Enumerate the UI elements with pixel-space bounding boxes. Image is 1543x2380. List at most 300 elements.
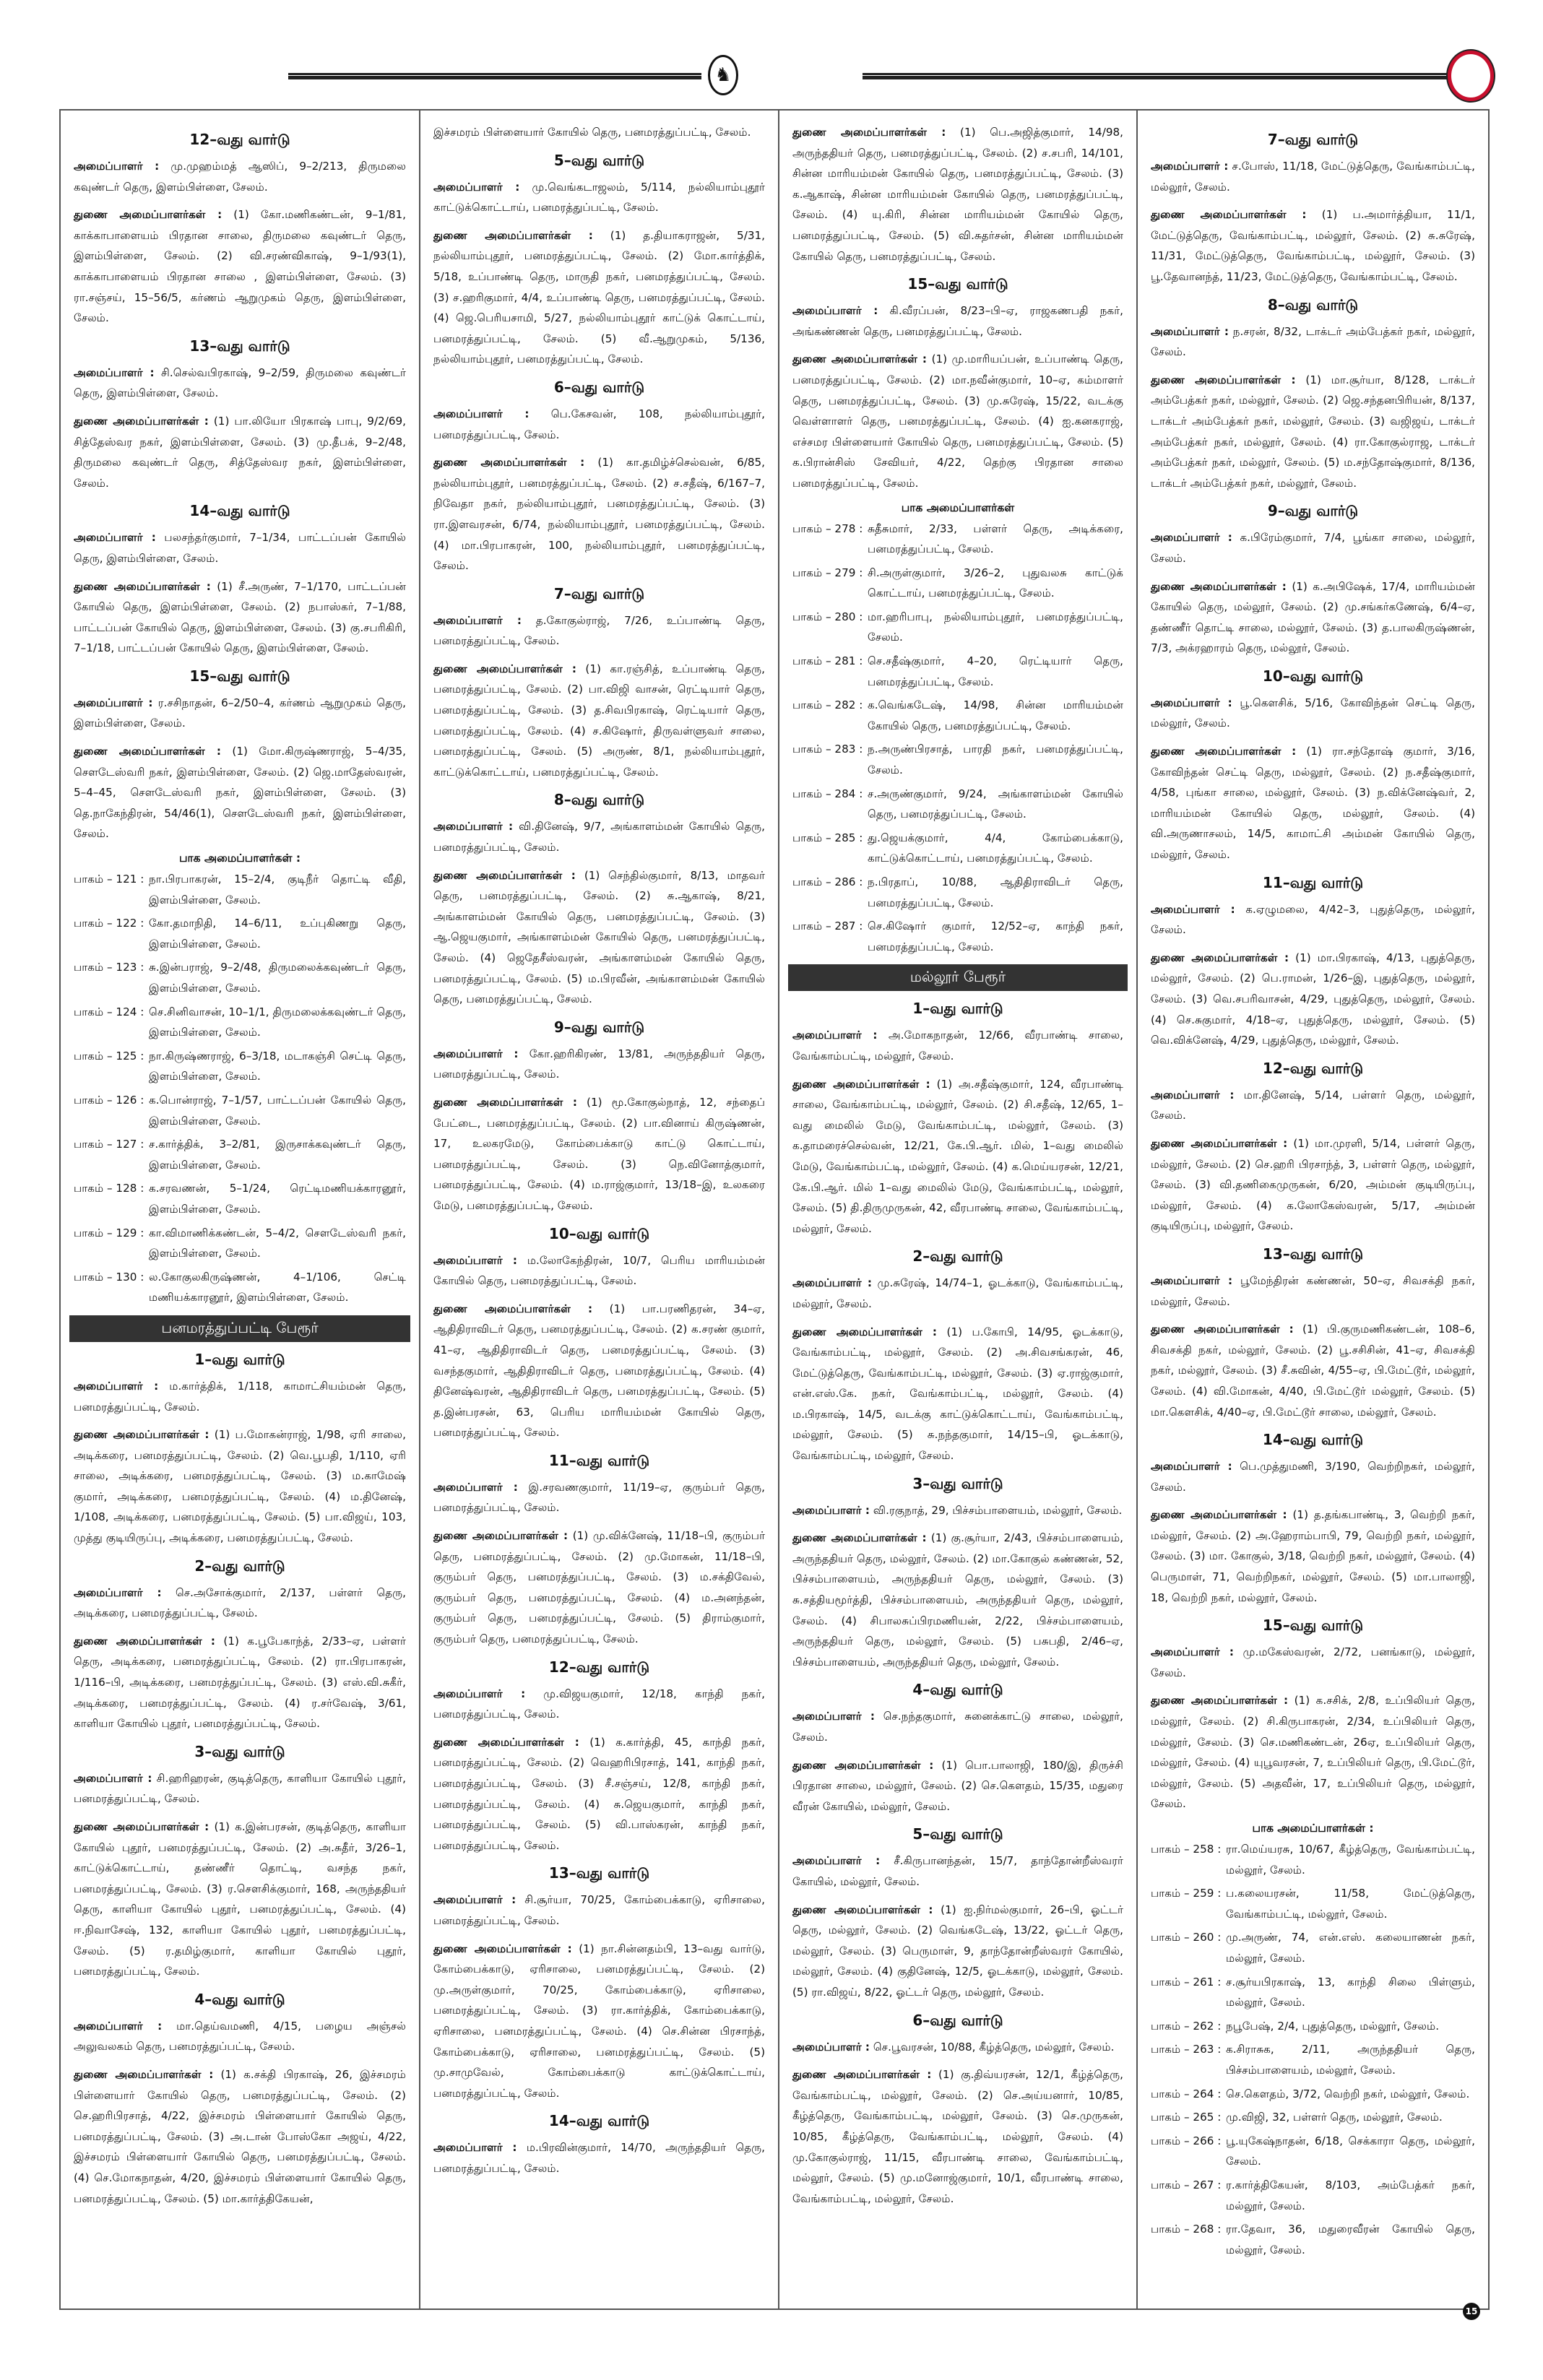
appointee-entry: [433, 122, 765, 143]
role-label: அமைப்பாளர் :: [433, 180, 520, 194]
appointee-entry: [792, 300, 1123, 342]
entry-text: செ.அசோக்குமார், 2/137, பள்ளர் தெரு, அடிக்கரை, பனமரத்துப்பட்டி, சேலம்.: [74, 1585, 407, 1620]
role-label: துணை அமைப்பாளர்கள் :: [74, 579, 211, 593]
role-label: துணை அமைப்பாளர்கள் :: [1151, 1136, 1288, 1150]
appointee-entry: [433, 1526, 765, 1650]
booth-entry: [792, 739, 1123, 780]
role-label: அமைப்பாளர் :: [1151, 531, 1232, 545]
role-label: அமைப்பாளர் :: [792, 304, 878, 318]
ward-heading: 4–வது வார்டு: [194, 1990, 285, 2008]
booth-text: செ.கிஷோர் குமார், 12/52–ஏ, காந்தி நகர், பனமரத்துப்பட்டி, சேலம்.: [868, 919, 1123, 953]
booth-entry: [1151, 1972, 1475, 2013]
role-label: அமைப்பாளர் :: [74, 696, 153, 709]
booth-entry: [1151, 2107, 1475, 2128]
appointee-entry: [433, 452, 765, 576]
role-label: துணை அமைப்பாளர்கள் :: [1151, 1323, 1294, 1336]
appointee-entry: [433, 659, 765, 783]
role-label: அமைப்பாளர் :: [792, 1854, 881, 1868]
booth-entry: [74, 1178, 406, 1219]
appointee-entry: [433, 816, 765, 857]
role-label: துணை அமைப்பாளர்கள் :: [1151, 1694, 1289, 1708]
section-banner: பனமரத்துப்பட்டி பேரூர்: [69, 1315, 410, 1342]
role-label: துணை அமைப்பாளர்கள் :: [74, 1634, 215, 1648]
booth-entry: [74, 957, 406, 998]
ward-heading: 7–வது வார்டு: [1267, 131, 1359, 148]
booth-entry: [74, 1046, 406, 1087]
booth-text: செ.சினிவாசன், 10–1/1, திருமலைக்கவுண்டர் தெரு, இளம்பிள்ளை, சேலம்.: [149, 1005, 406, 1039]
booth-text: து.ஜெயக்குமார், 4/4, கோம்பைக்காடு, காட்டுக்கொட்டாய், பனமரத்துப்பட்டி, சேலம்.: [868, 831, 1123, 865]
booth-entry: [74, 1267, 406, 1308]
appointee-entry: [433, 1732, 765, 1856]
role-label: துணை அமைப்பாளர்கள் :: [1151, 373, 1296, 386]
appointee-entry: [792, 1074, 1123, 1239]
entry-text: (1) நா.சின்னதம்பி, 13–வது வார்டு, கோம்பைக்காடு, ஏரிசாலை, பனமரத்துப்பட்டி, சேலம். (2) மு.அருள்குமார், 70/25, கோம்பைக்காடு, ஏரிசாலை, பனமரத்துப்பட்டி, சேலம். (3) ரா.கார்த்திக், கோம்பைக்காடு, ஏரிசாலை, பனமரத்துப்பட்டி, சேலம். (4) செ.சின்ன பிரசாந்த், கோம்பைக்காடு, ஏரிசாலை, பனமரத்துப்பட்டி, சேலம். (5) மு.சாமுவேல், கோம்பைக்காடு காட்டுக்கொட்டாய், பனமரத்துப்பட்டி, சேலம்.: [433, 1942, 766, 2100]
role-label: அமைப்பாளர் :: [1151, 902, 1235, 916]
booth-text: பூ.யுகேஷ்நாதன், 6/18, செக்காரா தெரு, மல்லூர், சேலம்.: [1226, 2134, 1475, 2168]
entry-text: ம.கார்த்திக், 1/118, காமாட்சியம்மன் தெரு, பனமரத்துப்பட்டி, சேலம்.: [74, 1379, 407, 1414]
role-label: துணை அமைப்பாளர்கள் :: [433, 1942, 572, 1955]
appointee-entry: [1151, 1133, 1475, 1237]
booth-label: பாகம் – 260 :: [1151, 1931, 1222, 1944]
entry-text: ந.சரன், 8/32, டாக்டர் அம்பேத்கர் நகர், மல்லூர், சேலம்.: [1151, 324, 1475, 359]
entry-text: (1) மு.விக்னேஷ், 11/18–பி, குரும்பர் தெரு, பனமரத்துப்பட்டி, சேலம். (2) மு.மோகன், 11/18–பி, குரும்பர் தெரு, பனமரத்துப்பட்டி, சேலம். (3) ம.சக்திவேல், குரும்பர் தெரு, பனமரத்துப்பட்டி, சேலம். (4) ம.அனந்தன், குரும்பர் தெரு, பனமரத்துப்பட்டி, சேலம். (5) திராம்குமார், குரும்பர் தெரு, பனமரத்துப்பட்டி, சேலம்.: [433, 1529, 766, 1646]
entry-text: பெ.முத்துமணி, 3/190, வெற்றிநகர், மல்லூர், சேலம்.: [1151, 1460, 1476, 1494]
appointee-entry: [74, 1631, 406, 1734]
column-2: [420, 111, 779, 2308]
appointee-entry: [74, 411, 406, 493]
entry-text: (1) க.சக்தி பிரகாஷ், 26, இச்சமரம் பிள்ளையார் கோயில் தெரு, பனமரத்துப்பட்டி, சேலம். (2) செ.ஹரிபிரசாத், 4/22, இச்சமரம் பிள்ளையார் கோயில் தெரு, பனமரத்துப்பட்டி, சேலம். (3) அ.டான் போஸ்கோ அஜய், 4/22, இச்சமரம் பிள்ளையார் கோயில் தெரு, பனமரத்துப்பட்டி, சேலம். (4) செ.மோகநாதன், 4/20, இச்சமரம் பிள்ளையார் கோயில் தெரு, பனமரத்துப்பட்டி, சேலம். (5) மா.கார்த்திகேயன்,: [74, 2067, 407, 2205]
booth-text: மு.அருண், 74, என்.எஸ். கலையாணன் நகர், மல்லூர், சேலம்.: [1226, 1931, 1475, 1965]
entry-text: ம.பிரவின்குமார், 14/70, அருந்ததியர் தெரு, பனமரத்துப்பட்டி, சேலம்.: [433, 2141, 766, 2175]
booth-label: பாகம் – 129 :: [74, 1226, 144, 1239]
appointee-entry: [74, 156, 406, 197]
appointee-entry: [74, 2016, 406, 2057]
role-label: துணை அமைப்பாளர்கள் :: [1151, 745, 1297, 758]
booth-entry: [792, 563, 1123, 604]
booth-label: பாகம் – 282 :: [792, 698, 863, 712]
role-label: துணை அமைப்பாளர்கள் :: [433, 662, 576, 675]
entry-text: க.பிரேம்குமார், 7/4, பூங்கா சாலை, மல்லூர், சேலம்.: [1151, 531, 1475, 565]
red-ring-icon: [1448, 51, 1494, 101]
booth-label: பாகம் – 128 :: [74, 1182, 144, 1195]
booth-entry: [74, 913, 406, 954]
appointee-entry: [1151, 527, 1475, 568]
booth-text: சு.இன்பராஜ், 9–2/48, திருமலைக்கவுண்டர் தெரு, இளம்பிள்ளை, சேலம்.: [149, 961, 406, 995]
ward-heading: 14–வது வார்டு: [548, 2112, 650, 2130]
article-frame: [59, 109, 1490, 2310]
ward-heading: 15–வது வார்டு: [189, 667, 290, 685]
section-banner: மல்லூர் பேரூர்: [788, 964, 1128, 991]
booth-label: பாகம் – 262 :: [1151, 2019, 1222, 2033]
booth-text: க.பொன்ராஜ், 7–1/57, பாட்டப்பன் கோயில் தெரு, இளம்பிள்ளை, சேலம்.: [149, 1093, 406, 1128]
booth-text: ல.கோகுலகிருஷ்ணன், 4–1/106, செட்டி மணியக்காரனூர், இளம்பிள்ளை, சேலம்.: [149, 1270, 406, 1304]
booth-label: பாகம் – 261 :: [1151, 1975, 1222, 1989]
booth-text: சி.அருள்குமார், 3/26–2, புதுவலசு காட்டுக் கொட்டாய், பனமரத்துப்பட்டி, சேலம்.: [868, 566, 1123, 600]
subheading: பாக அமைப்பாளர்கள் :: [1252, 1822, 1374, 1835]
entry-text: ச.போஸ், 11/18, மேட்டுத்தெரு, வேங்காம்பட்டி, மல்லூர், சேலம்.: [1151, 160, 1475, 194]
role-label: துணை அமைப்பாளர்கள் :: [74, 745, 221, 758]
role-label: துணை அமைப்பாளர்கள் :: [1151, 1508, 1287, 1522]
entry-text: (1) த.தியாகராஜன், 5/31, நல்லியாம்புதூர், பனமரத்துப்பட்டி, சேலம். (2) மோ.கார்த்திக், 5/18, உப்பாண்டி தெரு, மாருதி நகர், பனமரத்துப்பட்டி, சேலம். (3) ச.ஹரிகுமார், 4/4, உப்பாண்டி தெரு, பனமரத்துப்பட்டி, சேலம். (4) ஜெ.பெரியசாமி, 5/27, நல்லியாம்புதூர் காட்டுக் கொட்டாய், பனமரத்துப்பட்டி, சேலம். (5) வீ.ஆறுமுகம், 5/136, நல்லியாம்புதூர், பனமரத்துப்பட்டி, சேலம்.: [433, 228, 765, 366]
booth-label: பாகம் – 278 :: [792, 522, 863, 535]
appointee-entry: [74, 1817, 406, 1982]
appointee-entry: [433, 865, 765, 1010]
role-label: அமைப்பாளர் :: [792, 1029, 878, 1042]
entry-text: (1) அ.சதீஷ்குமார், 124, வீரபாண்டி சாலை, வேங்காம்பட்டி, மல்லூர், சேலம். (2) சி.சதீஷ், 12/65, 1–வது மைலில் மேடு, வேங்காம்பட்டி, மல்லூர், சேலம். (3) க.தாமரைச்செல்வன், 12/21, கே.பி.ஆர். மில், 1–வது மைலில் மேடு, வேங்காம்பட்டி, மல்லூர், சேலம். (4) க.மெய்யரசன், 12/21, கே.பி.ஆர். மில் 1–வது மைலில் மேடு, வேங்காம்பட்டி, மல்லூர், சேலம். (5) தி.திருமுருகன், 42, வீரபாண்டி சாலை, வேங்காம்பட்டி, மல்லூர், சேலம்.: [792, 1077, 1123, 1235]
entry-text: ர.சசிநாதன், 6–2/50–4, கர்ணம் ஆறுமுகம் தெரு, இளம்பிள்ளை, சேலம்.: [74, 696, 407, 730]
booth-label: பாகம் – 284 :: [792, 787, 863, 800]
role-label: துணை அமைப்பாளர்கள் :: [792, 1531, 927, 1545]
entry-text: (1) மூ.கோகுல்நாத், 12, சந்தைப் பேட்டை, பனமரத்துப்பட்டி, சேலம். (2) பா.வினாய் கிருஷ்ணன், 17, உலகரமேடு, கோம்பைக்காடு காட்டு கொட்டாய், பனமரத்துப்பட்டி, சேலம். (3) நெ.வினோத்குமார், பனமரத்துப்பட்டி, சேலம். (4) ம.ராஜ்குமார், 13/18–இ, உலகரை மேடு, பனமரத்துப்பட்டி, சேலம்.: [433, 1095, 765, 1212]
booth-label: பாகம் – 268 :: [1151, 2223, 1222, 2236]
appointee-entry: [1151, 321, 1475, 363]
appointee-entry: [433, 225, 765, 370]
booth-text: நா.பிரபாகரன், 15–2/4, குடிநீர் தொட்டி வீதி, இளம்பிள்ளை, சேலம்.: [149, 873, 406, 906]
appointee-entry: [433, 1684, 765, 1725]
appointee-entry: [1151, 693, 1475, 734]
appointee-entry: [1151, 741, 1475, 865]
appointee-entry: [792, 1706, 1123, 1747]
entry-text: பூமேந்திரன் கண்ணன், 50–ஏ, சிவசக்தி நகர், மல்லூர், சேலம்.: [1151, 1273, 1476, 1308]
entry-text: வி.ரகுநாத், 29, பிச்சம்பாளையம், மல்லூர், சேலம்.: [873, 1503, 1123, 1517]
booth-text: ச.அருண்குமார், 9/24, அங்காளம்மன் கோயில் தெரு, பனமரத்துப்பட்டி, சேலம்.: [868, 787, 1123, 821]
role-label: அமைப்பாளர் :: [433, 2141, 517, 2155]
role-label: அமைப்பாளர் :: [433, 1253, 517, 1267]
booth-entry: [1151, 2016, 1475, 2037]
role-label: துணை அமைப்பாளர்கள் :: [74, 208, 222, 222]
appointee-entry: [74, 1424, 406, 1549]
role-label: துணை அமைப்பாளர்கள் :: [433, 1095, 577, 1109]
role-label: அமைப்பாளர் :: [433, 1480, 518, 1494]
ward-heading: 12–வது வார்டு: [548, 1658, 650, 1676]
entry-text: (1) ஐ.நிர்மல்குமார், 26–பி, ஓட்டர் தெரு, மல்லூர், சேலம். (2) வெங்கடேஷ், 13/22, ஓட்டர் தெரு, மல்லூர், சேலம். (3) பெருமாள், 9, தாந்தோன்றீஸ்வரர் கோயில், மல்லூர், சேலம். (4) குதினேஷ், 12/5, ஓடக்காடு, மல்லூர், சேலம். (5) ரா.விஜய், 8/22, ஓட்டர் தெரு, மல்லூர், சேலம்.: [792, 1903, 1123, 1999]
entry-text: பலசந்தர்குமார், 7–1/34, பாட்டப்பன் கோயில் தெரு, இளம்பிள்ளை, சேலம்.: [74, 531, 406, 565]
appointee-entry: [792, 2064, 1123, 2209]
ward-heading: 1–வது வார்டு: [194, 1350, 285, 1368]
entry-text: (1) மா.முரளி, 5/14, பள்ளர் தெரு, மல்லூர், சேலம். (2) செ.ஹரி பிரசாந்த், 3, பள்ளர் தெரு, மல்லூர், சேலம். (3) வி.தணிகைமுருகன், 6/20, அம்மன் குடியிருப்பு, மல்லூர், சேலம். (4) க.லோகேஸ்வரன், 5/17, அம்மன் குடியிருப்பு, மல்லூர், சேலம்.: [1151, 1136, 1476, 1233]
role-label: துணை அமைப்பாளர்கள் :: [1151, 951, 1289, 964]
booth-text: ந.பிரதாப், 10/88, ஆதிதிராவிடர் தெரு, பனமரத்துப்பட்டி, சேலம்.: [868, 875, 1123, 909]
booth-text: க.சிராசுக, 2/11, அருந்ததியர் தெரு, பிச்சம்பாளையம், மல்லூர், சேலம்.: [1226, 2043, 1475, 2077]
appointee-entry: [433, 2137, 765, 2178]
booth-text: கோ.தமாநிதி, 14–6/11, உப்புகிணறு தெரு, இளம்பிள்ளை, சேலம்.: [149, 917, 406, 951]
ward-heading: 1–வது வார்டு: [912, 1000, 1003, 1018]
role-label: துணை அமைப்பாளர்கள் :: [792, 1903, 933, 1916]
booth-text: செ.கௌதம், 3/72, வெற்றி நகர், மல்லூர், சேலம்.: [1226, 2087, 1470, 2100]
booth-entry: [1151, 2175, 1475, 2216]
column-4: [1138, 111, 1488, 2308]
booth-entry: [792, 828, 1123, 869]
booth-label: பாகம் – 122 :: [74, 917, 144, 930]
booth-label: பாகம் – 285 :: [792, 831, 863, 844]
ward-heading: 2–வது வார்டு: [912, 1247, 1003, 1265]
entry-text: (1) மா.சூர்யா, 8/128, டாக்டர் அம்பேத்கர் நகர், மல்லூர், சேலம். (2) ஜெ.சந்தனபிரியன், 8/137, டாக்டர் அம்பேத்கர் நகர், மல்லூர், சேலம். (3) வஜிஜய், டாக்டர் அம்பேத்கர் நகர், மல்லூர், சேலம். (4) ரா.கோகுல்ராஜ, டாக்டர் அம்பேத்கர் நகர், மல்லூர், சேலம். (5) ம.சந்தோஷ்குமார், 8/136, டாக்டர் அம்பேத்கர் நகர், மல்லூர், சேலம்.: [1151, 373, 1476, 490]
ward-heading: 15–வது வார்டு: [1262, 1617, 1364, 1635]
role-label: துணை அமைப்பாளர்கள் :: [433, 868, 576, 882]
appointee-entry: [792, 1900, 1123, 2003]
role-label: துணை அமைப்பாளர்கள் :: [792, 126, 946, 139]
role-label: அமைப்பாளர் :: [433, 1047, 519, 1060]
role-label: அமைப்பாளர் :: [74, 1771, 152, 1785]
role-label: அமைப்பாளர் :: [1151, 1645, 1234, 1659]
booth-text: ர.கார்த்திகேயன், 8/103, அம்பேத்கர் நகர், மல்லூர், சேலம்.: [1226, 2178, 1475, 2212]
appointee-entry: [433, 1092, 765, 1216]
entry-text: மா.தினேஷ், 5/14, பள்ளர் தெரு, மல்லூர், சேலம்.: [1151, 1088, 1475, 1122]
appointee-entry: [1151, 1456, 1475, 1497]
appointee-entry: [792, 1500, 1123, 1521]
role-label: துணை அமைப்பாளர்கள் :: [1151, 579, 1287, 593]
booth-label: பாகம் – 259 :: [1151, 1887, 1222, 1900]
booth-entry: [74, 869, 406, 910]
booth-text: செ.சதீஷ்குமார், 4–20, ரெட்டியார் தெரு, பனமரத்துப்பட்டி, சேலம்.: [868, 654, 1123, 688]
header-rule-right: [863, 73, 1449, 79]
ward-heading: 4–வது வார்டு: [912, 1681, 1003, 1699]
booth-text: ப.கலையரசன், 11/58, மேட்டுத்தெரு, வேங்காம்பட்டி, மல்லூர், சேலம்.: [1226, 1887, 1475, 1921]
booth-text: ச.கார்த்திக், 3–2/81, இருசாக்கவுண்டர் தெரு, இளம்பிள்ளை, சேலம்.: [149, 1138, 406, 1172]
appointee-entry: [74, 363, 406, 404]
entry-text: பூ.கௌசிக், 5/16, கோவிந்தன் செட்டி தெரு, மல்லூர், சேலம்.: [1151, 696, 1476, 730]
appointee-entry: [1151, 204, 1475, 287]
entry-text: கி.வீரப்பன், 8/23–பி–ஏ, ராஜகணபதி நகர், அங்கண்ணன் தெரு, பனமரத்துப்பட்டி, சேலம்.: [792, 304, 1124, 338]
booth-text: க.வெங்கடேஷ், 14/98, சின்ன மாரியம்மன் கோயில் தெரு, பனமரத்துப்பட்டி, சேலம்.: [868, 698, 1123, 732]
role-label: அமைப்பாளர் :: [792, 1710, 875, 1723]
booth-label: பாகம் – 265 :: [1151, 2111, 1222, 2124]
booth-entry: [1151, 2131, 1475, 2172]
appointee-entry: [792, 122, 1123, 267]
booth-label: பாகம் – 130 :: [74, 1270, 144, 1284]
booth-entry: [74, 1090, 406, 1131]
entry-text: (1) பொ.பாலாஜி, 180/இ, திருச்சி பிரதான சாலை, மல்லூர், சேலம். (2) செ.கௌதம், 15/35, மதுரை வீரன் கோயில், மல்லூர், சேலம்.: [792, 1758, 1123, 1813]
appointee-entry: [74, 693, 406, 734]
entry-text: (1) ரா.சந்தோஷ் குமார், 3/16, கோவிந்தன் செட்டி தெரு, மல்லூர், சேலம். (2) ந.சதீஷ்குமார், 4/58, புங்கா சாலை, மல்லூர், சேலம். (3) ந.விக்னேஷ்வர், 2, மாரியம்மன் கோயில் தெரு, மல்லூர், சேலம். (4) வி.அருணாசலம், 14/5, காமாட்சி அம்மன் கோயில் தெரு, மல்லூர், சேலம்.: [1151, 745, 1476, 862]
role-label: அமைப்பாளர் :: [792, 2040, 870, 2054]
booth-text: சுதீசுமார், 2/33, பள்ளர் தெரு, அடிக்கரை, பனமரத்துப்பட்டி, சேலம்.: [868, 522, 1123, 556]
booth-text: நபூபேஷ், 2/4, புதுத்தெரு, மல்லூர், சேலம்.: [1226, 2019, 1440, 2033]
appointee-entry: [74, 204, 406, 329]
entry-text: (1) சீ.அருண், 7–1/170, பாட்டப்பன் கோயில் தெரு, இளம்பிள்ளை, சேலம். (2) நபாஸ்கர், 7–1/88, பாட்டப்பன் கோயில் தெரு, இளம்பிள்ளை, சேலம். (3) கு.சபரிகிரி, 7–1/18, பாட்டப்பன் கோயில் தெரு, இளம்பிள்ளை, சேலம்.: [74, 579, 407, 655]
appointee-entry: [1151, 1271, 1475, 1312]
appointee-entry: [792, 1755, 1123, 1817]
entry-text: (1) செந்தில்குமார், 8/13, மாதவர் தெரு, பனமரத்துப்பட்டி, சேலம். (2) சு.ஆகாஷ், 8/21, அங்காளம்மன் கோயில் தெரு, பனமரத்துப்பட்டி, சேலம். (3) ஆ.ஜெயகுமார், அங்காளம்மன் கோயில் தெரு, பனமரத்துப்பட்டி, சேலம். (4) ஜெதேசீஸ்வரன், அங்காளம்மன் கோயில் தெரு, பனமரத்துப்பட்டி, சேலம். (5) ம.பிரவீன், அங்காளம்மன் கோயில் தெரு, பனமரத்துப்பட்டி, சேலம்.: [433, 868, 765, 1006]
appointee-entry: [792, 2037, 1123, 2058]
role-label: துணை அமைப்பாளர்கள் :: [792, 1077, 930, 1091]
entry-text: (1) பா.லியோ பிரகாஷ் பாபு, 9/2/69, சித்தேஸ்வர நகர், இளம்பிள்ளை, சேலம். (3) மு.தீபக், 9–2/48, திருமலை கவுண்டர் தெரு, சித்தேஸ்வர நகர், இளம்பிள்ளை, சேலம்.: [74, 414, 406, 490]
ward-heading: 12–வது வார்டு: [189, 131, 290, 148]
entry-text: (1) க.கார்த்தி, 45, காந்தி நகர், பனமரத்துப்பட்டி, சேலம். (2) வெஹரிபிரசாத், 141, காந்தி நகர், பனமரத்துப்பட்டி, சேலம். (3) சீ.சஞ்சய், 12/8, காந்தி நகர், பனமரத்துப்பட்டி, சேலம். (4) சு.ஜெயகுமார், காந்தி நகர், பனமரத்துப்பட்டி, சேலம். (5) வி.பாஸ்கரன், காந்தி நகர், பனமரத்துப்பட்டி, சேலம்.: [433, 1735, 766, 1852]
booth-entry: [1151, 1927, 1475, 1968]
booth-entry: [792, 607, 1123, 648]
appointee-entry: [433, 1890, 765, 1931]
entry-text: (1) க.இன்பரசன், குடித்தெரு, காளியா கோயில் புதூர், பனமரத்துப்பட்டி, சேலம். (2) அ.சுதீர், 3/26–1, காட்டுக்கொட்டாய், தண்ணீர் தொட்டி, வசந்த நகர், பனமரத்துப்பட்டி, சேலம். (3) ர.செளசிக்குமார், 168, அருந்ததியர் தெரு, காளியா கோயில் புதூர், பனமரத்துப்பட்டி, சேலம். (4) ஈ.நிவாசேஷ், 132, காளியா கோயில் புதூர், பனமரத்துப்பட்டி, சேலம். (5) ர.தமிழ்குமார், காளியா கோயில் புதூர், பனமரத்துப்பட்டி, சேலம்.: [74, 1820, 406, 1978]
booth-label: பாகம் – 280 :: [792, 610, 863, 623]
entry-text: க.ஏழுமலை, 4/42–3, புதுத்தெரு, மல்லூர், சேலம்.: [1151, 902, 1476, 937]
entry-text: (1) கு.திவ்யரசன், 12/1, கீழ்த்தெரு, வேங்காம்பட்டி, மல்லூர், சேலம். (2) செ.அய்யனார், 10/85, கீழ்த்தெரு, வேங்காம்பட்டி, மல்லூர், சேலம். (3) செ.முருகன், 10/85, கீழ்த்தெரு, வேங்காம்பட்டி, மல்லூர், சேலம். (4) மு.கோகுல்ராஜ், 11/15, வீரபாண்டி சாலை, வேங்காம்பட்டி, மல்லூர், சேலம். (5) மு.மனோஜ்குமார், 10/1, வீரபாண்டி சாலை, வேங்காம்பட்டி, மல்லூர், சேலம்.: [792, 2068, 1123, 2205]
appointee-entry: [433, 1250, 765, 1291]
appointee-entry: [74, 1376, 406, 1417]
booth-entry: [1151, 2084, 1475, 2105]
appointee-entry: [1151, 1085, 1475, 1126]
appointee-entry: [433, 1299, 765, 1443]
entry-text: மு.விஜயகுமார், 12/18, காந்தி நகர், பனமரத்துப்பட்டி, சேலம்.: [433, 1687, 766, 1721]
entry-text: கோ.ஹரிகிரண், 13/81, அருந்ததியர் தெரு, பனமரத்துப்பட்டி, சேலம்.: [433, 1047, 766, 1081]
entry-text: மு.மகேஸ்வரன், 2/72, பனங்காடு, மல்லூர், சேலம்.: [1151, 1645, 1475, 1679]
entry-text: சி.செல்வபிரகாஷ், 9–2/59, திருமலை கவுண்டர் தெரு, இளம்பிள்ளை, சேலம்.: [74, 365, 406, 400]
role-label: அமைப்பாளர் :: [433, 1893, 517, 1907]
role-label: துணை அமைப்பாளர்கள் :: [433, 1735, 579, 1749]
appointee-entry: [1151, 1505, 1475, 1608]
booth-entry: [792, 784, 1123, 825]
appointee-entry: [792, 1025, 1123, 1066]
booth-label: பாகம் – 124 :: [74, 1005, 144, 1018]
appointee-entry: [1151, 1642, 1475, 1683]
ward-heading: 6–வது வார்டு: [553, 378, 645, 396]
booth-entry: [1151, 2039, 1475, 2080]
appointee-entry: [1151, 576, 1475, 659]
entry-text: (1) பா.பரணிதரன், 34–ஏ, ஆதிதிராவிடர் தெரு, பனமரத்துப்பட்டி, சேலம். (2) க.சரண் குமார், 41–ஏ, ஆதிதிராவிடர் தெரு, பனமரத்துப்பட்டி, சேலம். (3) வசந்தகுமார், ஆதிதிராவிடர் தெரு, பனமரத்துப்பட்டி, சேலம். (4) தினேஷ்வரன், ஆதிதிராவிடர் தெரு, பனமரத்துப்பட்டி, சேலம். (5) த.இன்பரசன், 63, பெரிய மாரியம்மன் கோயில் தெரு, பனமரத்துப்பட்டி, சேலம்.: [433, 1302, 765, 1440]
entry-text: சீ.கிருபானந்தன், 15/7, தாந்தோன்றீஸ்வரர் கோயில், மல்லூர், சேலம்.: [792, 1854, 1123, 1888]
role-label: துணை அமைப்பாளர்கள் :: [433, 456, 585, 469]
entry-text: (1) க.சசிக், 2/8, உப்பிலியர் தெரு, மல்லூர், சேலம். (2) சி.கிருபாகரன், 2/34, உப்பிலியர் தெரு, மல்லூர், சேலம். (3) செ.மணிகண்டன், 26ஏ, உப்பிலியர் தெரு, மல்லூர், சேலம். (4) யுபூவரசன், 7, உப்பிலியர் தெரு, பி.மேட்டூர், மல்லூர், சேலம். (5) அதவீன், 17, உப்பிலியர் தெரு, மல்லூர், சேலம்.: [1151, 1694, 1475, 1811]
ward-heading: 9–வது வார்டு: [1267, 502, 1359, 520]
ward-heading: 15–வது வார்டு: [907, 275, 1008, 293]
appointee-entry: [1151, 370, 1475, 494]
role-label: துணை அமைப்பாளர்கள் :: [74, 2067, 214, 2081]
ward-heading: 13–வது வார்டு: [189, 337, 290, 355]
booth-text: ச.சூர்யபிரகாஷ், 13, காந்தி சிலை பிள்ளும், மல்லூர், சேலம்.: [1226, 1975, 1475, 2009]
booth-text: ரா.தேவா, 36, மதுரைவீரன் கோயில் தெரு, மல்லூர், சேலம்.: [1226, 2223, 1475, 2256]
role-label: அமைப்பாளர் :: [74, 365, 155, 379]
appointee-entry: [1151, 1690, 1475, 1814]
entry-text: மு.முஹம்மத் ஆஸிப், 9–2/213, திருமலை கவுண்டர் தெரு, இளம்பிள்ளை, சேலம்.: [74, 160, 407, 194]
entry-text: (1) கோ.மணிகண்டன், 9–1/81, காக்காபாளையம் பிரதான சாலை, திருமலை கவுண்டர் தெரு, இளம்பிள்ளை, சேலம். (2) வி.சரண்விகாஷ், 9–1/93(1), காக்காபாளையம் பிரதான சாலை , இளம்பிள்ளை, சேலம். (3) ரா.சஞ்சய், 15–56/5, கர்ணம் ஆறுமுகம் தெரு, இளம்பிள்ளை, சேலம்.: [74, 208, 406, 325]
ward-heading: 8–வது வார்டு: [1267, 295, 1359, 313]
booth-label: பாகம் – 279 :: [792, 566, 863, 579]
booth-text: மா.ஹரிபாபு, நல்லியாம்புதூர், பனமரத்துப்பட்டி, சேலம்.: [868, 610, 1123, 644]
entry-text: செ.பூவரசன், 10/88, கீழ்த்தெரு, மல்லூர், சேலம்.: [873, 2040, 1115, 2054]
appointee-entry: [792, 1851, 1123, 1892]
appointee-entry: [433, 1939, 765, 2104]
booth-entry: [792, 695, 1123, 736]
booth-label: பாகம் – 267 :: [1151, 2178, 1222, 2191]
entry-text: ம.லோகேந்திரன், 10/7, பெரிய மாரியம்மன் கோயில் தெரு, பனமரத்துப்பட்டி, சேலம்.: [433, 1253, 765, 1288]
appointee-entry: [74, 1768, 406, 1809]
booth-label: பாகம் – 264 :: [1151, 2087, 1222, 2100]
role-label: துணை அமைப்பாளர்கள் :: [433, 1302, 593, 1315]
ward-heading: 14–வது வார்டு: [1262, 1431, 1364, 1449]
appointee-entry: [433, 610, 765, 652]
entry-text: வி.தினேஷ், 9/7, அங்காளம்மன் கோயில் தெரு, பனமரத்துப்பட்டி, சேலம்.: [433, 820, 765, 854]
entry-text: (1) க.பூபேகாந்த், 2/33–ஏ, பள்ளர் தெரு, அடிக்கரை, பனமரத்துப்பட்டி, சேலம். (2) ரா.பிரபாகரன், 1/116–பி, அடிக்கரை, பனமரத்துப்பட்டி, சேலம். (3) எஸ்.வி.சுகீர், அடிக்கரை, பனமரத்துப்பட்டி, சேலம். (4) ர.சர்வேஷ், 3/61, காளியா கோயில் புதூர், பனமரத்துப்பட்டி, சேலம்.: [74, 1634, 406, 1731]
booth-label: பாகம் – 126 :: [74, 1093, 144, 1107]
role-label: துணை அமைப்பாளர்கள் :: [1151, 208, 1307, 222]
role-label: துணை அமைப்பாளர்கள் :: [74, 414, 209, 428]
booth-text: கா.விமாணிக்கண்டன், 5–4/2, சௌடேஸ்வரி நகர், இளம்பிள்ளை, சேலம்.: [149, 1226, 406, 1260]
role-label: அமைப்பாளர் :: [74, 531, 156, 545]
entry-text: சி.சூர்யா, 70/25, கோம்பைக்காடு, ஏரிசாலை, பனமரத்துப்பட்டி, சேலம்.: [433, 1893, 765, 1927]
booth-entry: [792, 519, 1123, 560]
appointee-entry: [1151, 156, 1475, 197]
entry-text: மா.தெய்வமணி, 4/15, பழைய அஞ்சல் அலுவலகம் தெரு, பனமரத்துப்பட்டி, சேலம்.: [74, 2019, 407, 2054]
ward-heading: 3–வது வார்டு: [912, 1474, 1003, 1492]
booth-label: பாகம் – 125 :: [74, 1049, 144, 1063]
booth-entry: [1151, 1883, 1475, 1924]
booth-label: பாகம் – 281 :: [792, 654, 863, 668]
role-label: துணை அமைப்பாளர்கள் :: [74, 1428, 209, 1442]
appointee-entry: [1151, 948, 1475, 1051]
entry-text: இ.சரவணகுமார், 11/19–ஏ, குரும்பர் தெரு, பனமரத்துப்பட்டி, சேலம்.: [433, 1480, 765, 1515]
role-label: அமைப்பாளர் :: [74, 2019, 163, 2033]
column-1: [61, 111, 420, 2308]
ward-heading: 9–வது வார்டு: [553, 1018, 645, 1036]
appointee-entry: [792, 349, 1123, 493]
role-label: அமைப்பாளர் :: [74, 1585, 162, 1599]
page-number: 15: [1463, 2303, 1480, 2320]
entry-text: (1) கா.ரஞ்சித், உப்பாண்டி தெரு, பனமரத்துப்பட்டி, சேலம். (2) பா.விஜி வாசன், ரெட்டியார் தெரு, பனமரத்துப்பட்டி, சேலம். (3) த.சிவபிரகாஷ், ரெட்டியார் தெரு, பனமரத்துப்பட்டி, சேலம். (4) ச.கிஷோர், திருவள்ளுவர் சாலை, பனமரத்துப்பட்டி, சேலம். (5) அருண், 8/1, நல்லியாம்புதூர், காட்டுக்கொட்டாய், பனமரத்துப்பட்டி, சேலம்.: [433, 662, 766, 779]
ward-heading: 7–வது வார்டு: [553, 584, 645, 602]
appointee-entry: [74, 2064, 406, 2209]
booth-text: ந.அருண்பிரசாத், பாரதி நகர், பனமரத்துப்பட்டி, சேலம்.: [868, 743, 1123, 777]
role-label: அமைப்பாளர் :: [74, 160, 160, 173]
booth-text: மு.விஜி, 32, பள்ளர் தெரு, மல்லூர், சேலம்.: [1226, 2111, 1443, 2124]
booth-entry: [1151, 2219, 1475, 2260]
entry-text: (1) கு.சூர்யா, 2/43, பிச்சம்பாளையம், அருந்ததியர் தெரு, மல்லூர், சேலம். (2) மா.கோகுல் கண்ணன், 52, பிச்சம்பாளையம், அருந்ததியர் தெரு, மல்லூர், சேலம். (3) சு.சத்தியமூர்த்தி, பிச்சம்பாளையம், அருந்ததியர் தெரு, மல்லூர், சேலம். (4) சிபாலசுப்பிரமணியன், 2/22, பிச்சம்பாளையம், அருந்ததியர் தெரு, மல்லூர், சேலம். (5) பசுபதி, 2/46–ஏ, பிச்சம்பாளையம், அருந்ததியர் தெரு, மல்லூர், சேலம்.: [792, 1531, 1123, 1669]
appointee-entry: [74, 527, 406, 568]
role-label: அமைப்பாளர் :: [1151, 696, 1232, 709]
role-label: அமைப்பாளர் :: [792, 1503, 870, 1517]
subheading: பாக அமைப்பாளர்கள் :: [178, 852, 301, 865]
booth-text: ரா.மெய்யரசு, 10/67, கீழ்த்தெரு, வேங்காம்பட்டி, மல்லூர், சேலம்.: [1226, 1843, 1475, 1877]
entry-text: (1) பி.குருமணிகண்டன், 108–6, சிவசக்தி நகர், மல்லூர், சேலம். (2) பூ.சசிசின், 41–ஏ, சிவசக்தி நகர், மல்லூர், சேலம். (3) சீ.சுவின், 4/55–ஏ, பி.மேட்டூர், மல்லூர், சேலம். (4) வி.மோகன், 4/40, பி.மேட்டூர் மல்லூர், சேலம். (5) மா.கௌசிக், 4/40–ஏ, பி.மேட்டூர் சாலை, மல்லூர், சேலம்.: [1151, 1323, 1475, 1419]
ward-heading: 14–வது வார்டு: [189, 502, 290, 520]
entry-text: அ.மோகநாதன், 12/66, வீரபாண்டி சாலை, வேங்காம்பட்டி, மல்லூர், சேலம்.: [792, 1029, 1124, 1063]
booth-entry: [1151, 1839, 1475, 1880]
appointee-entry: [74, 1583, 406, 1624]
entry-text: மு.வெங்கடாஜலம், 5/114, நல்லியாம்புதூர் காட்டுக்கொட்டாய், பனமரத்துப்பட்டி, சேலம்.: [433, 180, 765, 215]
appointee-entry: [74, 741, 406, 844]
appointee-entry: [74, 576, 406, 659]
booth-label: பாகம் – 121 :: [74, 873, 144, 886]
role-label: அமைப்பாளர் :: [433, 613, 522, 627]
appointee-entry: [792, 1528, 1123, 1672]
column-3: [779, 111, 1138, 2308]
role-label: அமைப்பாளர் :: [1151, 1273, 1233, 1287]
entry-text: (1) ப.மோகன்ராஜ், 1/98, ஏரி சாலை, அடிக்கரை, பனமரத்துப்பட்டி, சேலம். (2) வெ.பூபதி, 1/110, ஏரி சாலை, அடிக்கரை, பனமரத்துப்பட்டி, சேலம். (3) ம.காமேஷ் குமார், அடிக்கரை, பனமரத்துப்பட்டி, சேலம். (4) ம.தினேஷ், 1/108, அடிக்கரை, பனமரத்துப்பட்டி, சேலம். (5) பா.விஜய், 103, முத்து குடியிருப்பு, அடிக்கரை, பனமரத்துப்பட்டி, சேலம்.: [74, 1428, 406, 1545]
appointee-entry: [792, 1273, 1123, 1314]
role-label: அமைப்பாளர் :: [74, 1379, 159, 1393]
entry-text: சி.ஹரிஹரன், குடித்தெரு, காளியா கோயில் புதூர், பனமரத்துப்பட்டி, சேலம்.: [74, 1771, 407, 1806]
role-label: துணை அமைப்பாளர்கள் :: [792, 1325, 937, 1338]
role-label: அமைப்பாளர் :: [1151, 324, 1229, 338]
entry-text: பெ.கேசவன், 108, நல்லியாம்புதூர், பனமரத்துப்பட்டி, சேலம்.: [433, 407, 766, 441]
role-label: துணை அமைப்பாளர்கள் :: [792, 1758, 934, 1772]
booth-label: பாகம் – 283 :: [792, 743, 863, 756]
ward-heading: 5–வது வார்டு: [912, 1825, 1003, 1843]
entry-text: இச்சமரம் பிள்ளையார் கோயில் தெரு, பனமரத்துப்பட்டி, சேலம்.: [433, 126, 751, 139]
appointee-entry: [433, 404, 765, 445]
role-label: அமைப்பாளர் :: [433, 1687, 526, 1700]
ward-heading: 10–வது வார்டு: [548, 1224, 650, 1242]
entry-text: மு.சுரேஷ், 14/74–1, ஓடக்காடு, வேங்காம்பட்டி, மல்லூர், சேலம்.: [792, 1276, 1124, 1310]
ward-heading: 10–வது வார்டு: [1262, 667, 1364, 685]
booth-label: பாகம் – 258 :: [1151, 1843, 1222, 1856]
booth-text: க.சரவணன், 5–1/24, ரெட்டிமணியக்காரனூர், இளம்பிள்ளை, சேலம்.: [149, 1182, 406, 1216]
role-label: துணை அமைப்பாளர்கள் :: [792, 2068, 932, 2082]
appointee-entry: [433, 177, 765, 218]
ward-heading: 8–வது வார்டு: [553, 791, 645, 809]
booth-label: பாகம் – 127 :: [74, 1138, 144, 1151]
role-label: அமைப்பாளர் :: [433, 407, 530, 420]
booth-entry: [74, 1134, 406, 1175]
